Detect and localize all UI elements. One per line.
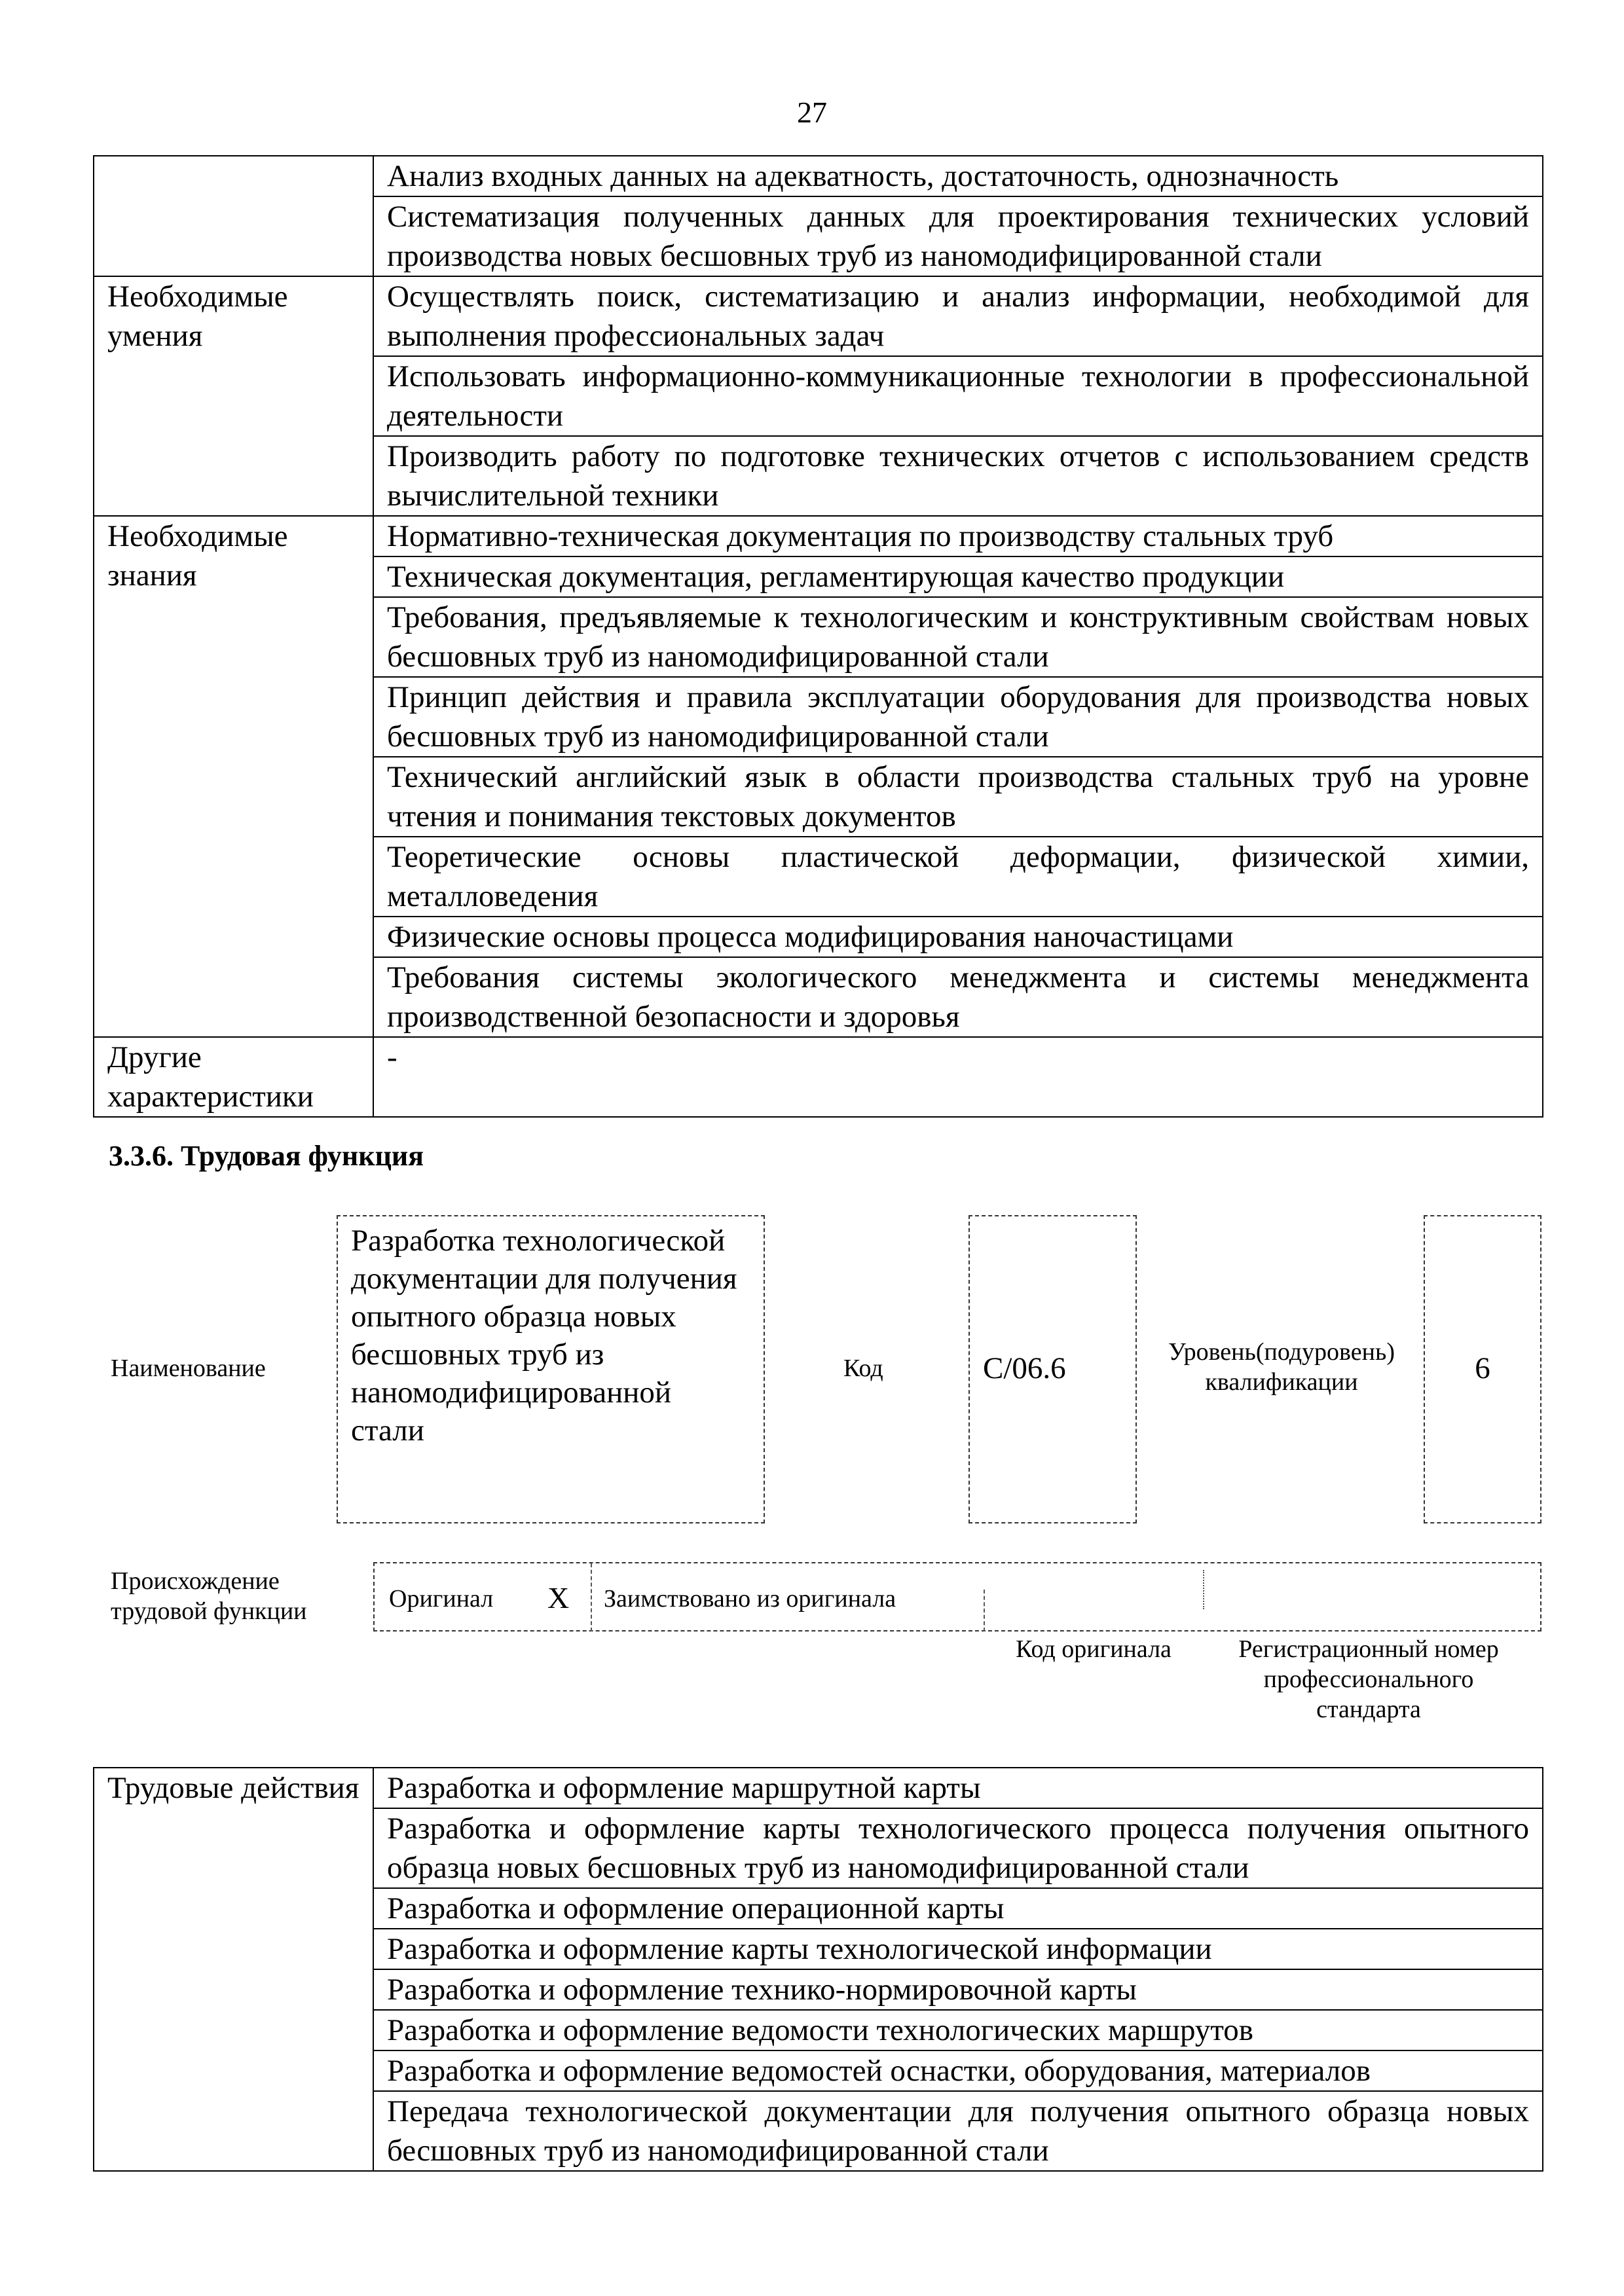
- origin-original: Оригинал: [389, 1585, 494, 1613]
- row-value: -: [373, 1037, 1543, 1117]
- name-label: Наименование: [111, 1355, 266, 1382]
- row-value: Анализ входных данных на адекватность, достаточность, однозначность: [373, 156, 1543, 196]
- table-row: [94, 1768, 1543, 1808]
- row-value: Разработка и оформление карты технологической информации: [373, 1929, 1543, 1969]
- level-label: Уровень(подуровень) квалификации: [1168, 1338, 1395, 1396]
- origin-mark: X: [547, 1581, 570, 1614]
- function-name-box: [337, 1215, 765, 1523]
- row-label: Необходимые умения: [94, 276, 373, 516]
- row-value: Производить работу по подготовке технических отчетов с использованием средств вычислительной техники: [373, 436, 1543, 516]
- code-original-label: Код оригинала: [1016, 1635, 1172, 1663]
- row-label: Другие характеристики: [94, 1037, 373, 1117]
- row-label: Трудовые действия: [94, 1768, 373, 2171]
- origin-label: Происхождение трудовой функции: [111, 1567, 307, 1625]
- skills-knowledge-table: [93, 155, 1543, 1118]
- row-value: Разработка и оформление ведомостей оснастки, оборудования, материалов: [373, 2050, 1543, 2091]
- row-value: Разработка и оформление карты технологического процесса получения опытного образца новых бесшовных труб из наномодифицированной стали: [373, 1808, 1543, 1888]
- code-value: C/06.6: [983, 1351, 1066, 1385]
- row-value: Использовать информационно-коммуникационные технологии в профессиональной деятельности: [373, 356, 1543, 436]
- divider: [984, 1590, 985, 1631]
- row-label: Необходимые знания: [94, 516, 373, 1037]
- level-value: 6: [1475, 1351, 1490, 1385]
- page-number: 27: [797, 96, 827, 129]
- origin-borrowed: Заимствовано из оригинала: [604, 1585, 896, 1613]
- table-row: [94, 516, 1543, 556]
- reg-number-label: Регистрационный номер профессионального стандарта: [1238, 1635, 1499, 1723]
- section-heading: 3.3.6. Трудовая функция: [109, 1140, 424, 1172]
- table-row: [94, 156, 1543, 196]
- row-value: Передача технологической документации для получения опытного образца новых бесшовных труб из наномодифицированной стали: [373, 2091, 1543, 2171]
- row-value: Требования системы экологического менеджмента и системы менеджмента производственной безопасности и здоровья: [373, 957, 1543, 1037]
- labor-actions-table: [93, 1767, 1543, 2172]
- row-value: Разработка и оформление ведомости технологических маршрутов: [373, 2010, 1543, 2050]
- row-value: Разработка и оформление маршрутной карты: [373, 1768, 1543, 1808]
- row-value: Систематизация полученных данных для проектирования технических условий производства новых бесшовных труб из наномодифицированной стали: [373, 196, 1543, 276]
- row-value: Теоретические основы пластической деформации, физической химии, металловедения: [373, 837, 1543, 917]
- table-row: [94, 1037, 1543, 1117]
- row-value: Разработка и оформление операционной карты: [373, 1888, 1543, 1929]
- row-value: Технический английский язык в области производства стальных труб на уровне чтения и понимания текстовых документов: [373, 757, 1543, 837]
- function-name: Разработка технологической документации для получения опытного образца новых бесшовных труб из наномодифицированной стали: [351, 1224, 737, 1448]
- row-value: Физические основы процесса модифицирования наночастицами: [373, 917, 1543, 957]
- row-value: Нормативно-техническая документация по производству стальных труб: [373, 516, 1543, 556]
- divider: [1203, 1570, 1204, 1609]
- row-label: [94, 156, 373, 276]
- level-box: [1424, 1215, 1541, 1523]
- row-value: Разработка и оформление технико-нормировочной карты: [373, 1969, 1543, 2010]
- origin-box: [373, 1562, 1541, 1631]
- row-value: Требования, предъявляемые к технологическим и конструктивным свойствам новых бесшовных труб из наномодифицированной стали: [373, 597, 1543, 677]
- table-row: [94, 276, 1543, 356]
- divider: [591, 1563, 592, 1631]
- code-label: Код: [843, 1355, 883, 1382]
- row-value: Осуществлять поиск, систематизацию и анализ информации, необходимой для выполнения профессиональных задач: [373, 276, 1543, 356]
- code-box: [969, 1215, 1137, 1523]
- row-value: Техническая документация, регламентирующая качество продукции: [373, 556, 1543, 597]
- row-value: Принцип действия и правила эксплуатации оборудования для производства новых бесшовных труб из наномодифицированной стали: [373, 677, 1543, 757]
